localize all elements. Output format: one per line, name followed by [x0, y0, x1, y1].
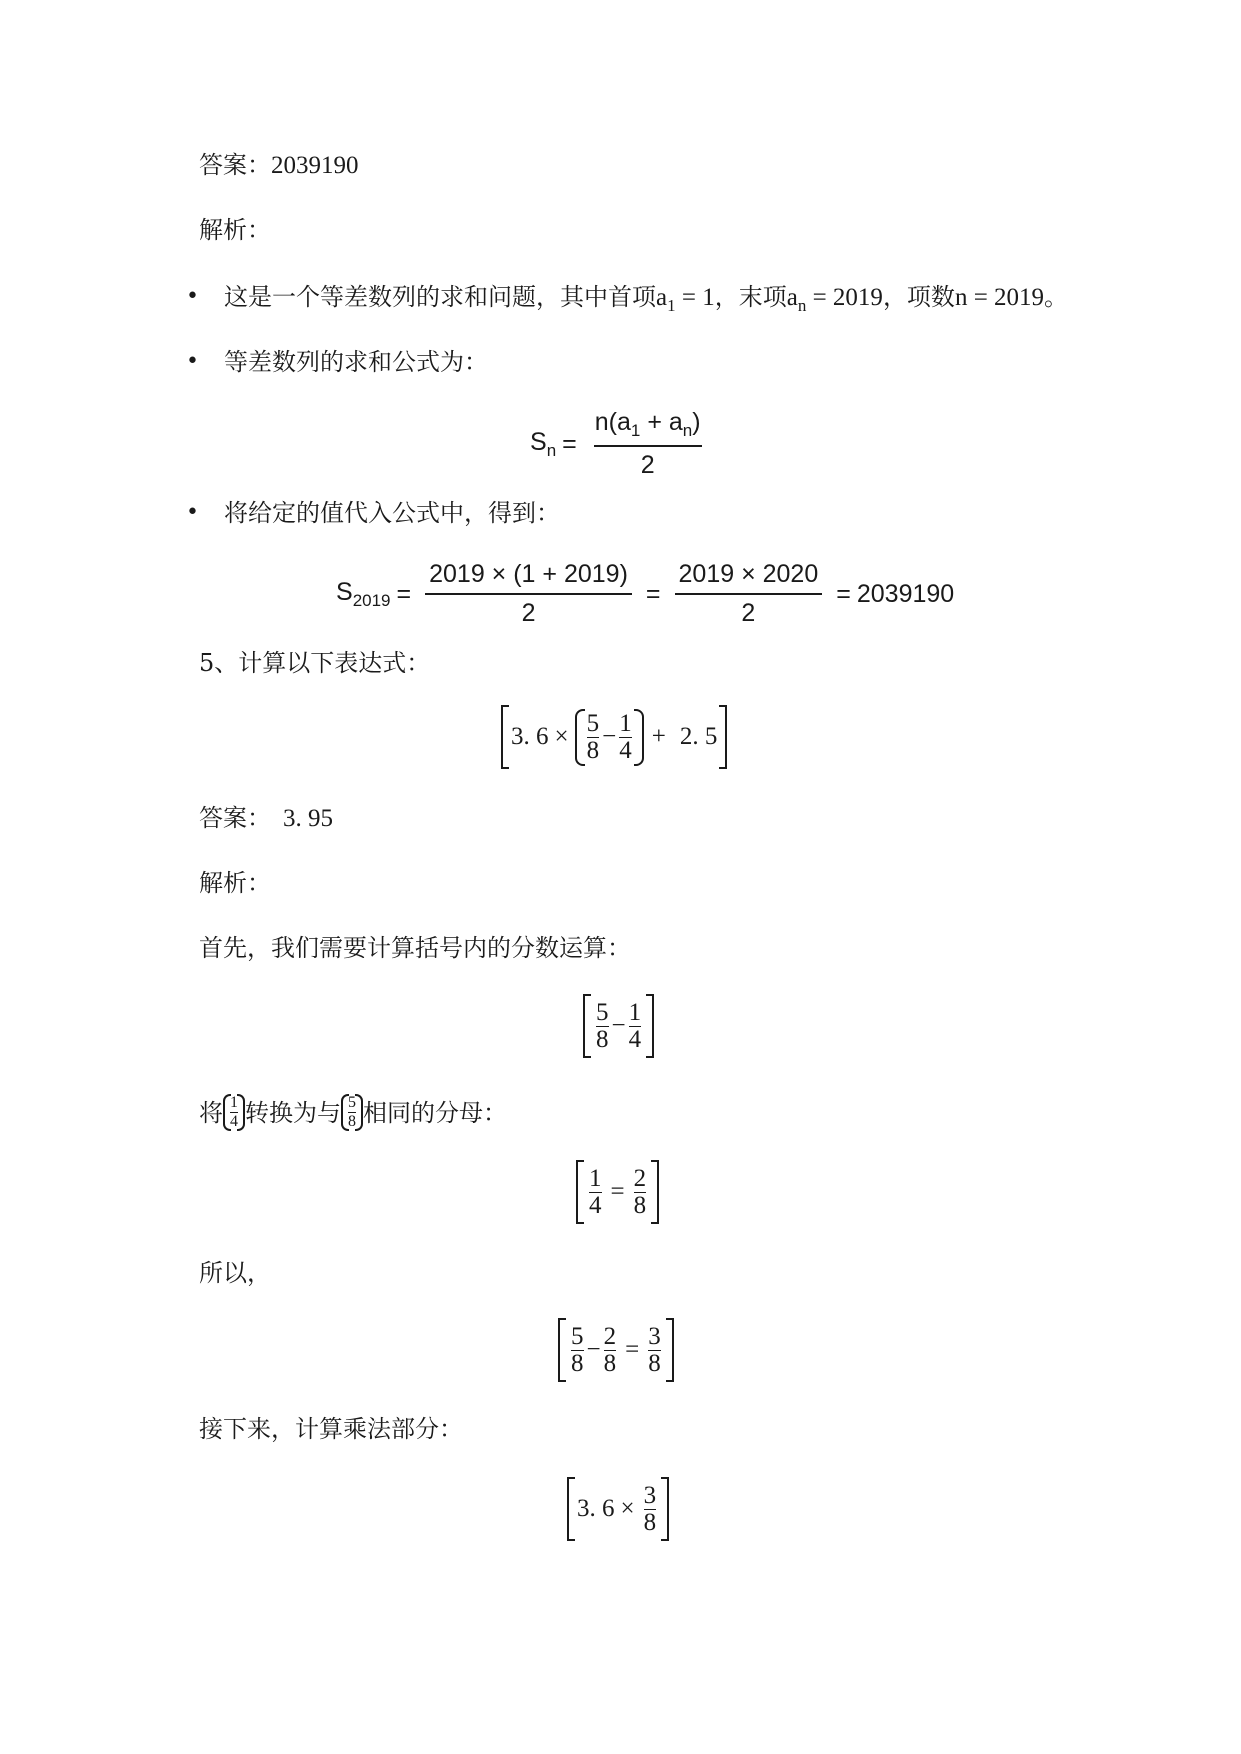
analysis-label: 解析：	[199, 869, 271, 897]
expression-5	[501, 705, 727, 769]
equals-sign: =	[625, 1336, 640, 1363]
equals-sign: =	[645, 579, 661, 608]
operand: 3. 6	[577, 1495, 615, 1522]
analysis-label: 解析：	[199, 216, 271, 244]
first-term: $a_1 = 1$	[656, 284, 715, 315]
fraction-1: $\frac{2019 \times (1 + 2019)}{2}$	[425, 560, 632, 628]
step-expression-3: 5 8 − $\frac{2}{8}$ = $\frac{3}{8}$	[558, 1318, 674, 1382]
answer-value: 3. 95	[283, 805, 333, 832]
inline-fraction: 1 4	[223, 1094, 245, 1131]
inline-fraction: 5 8	[341, 1094, 363, 1131]
bullet-text-3: 将给定的值代入公式中，得到：	[224, 499, 560, 527]
formula-lhs: $S_n$	[530, 427, 557, 460]
square-bracket-group	[501, 705, 727, 769]
answer-label: 答案：	[199, 151, 271, 179]
last-term: $a_n = 2019$	[786, 284, 883, 315]
bullet-icon: •	[186, 284, 199, 309]
answer-line	[199, 150, 359, 181]
times-sign: ×	[620, 1495, 635, 1522]
operand: 2. 5	[679, 723, 718, 750]
bullet-text-1	[224, 282, 1068, 321]
answer-value: 2039190	[271, 152, 359, 179]
paren-group: 5 8 − $\frac{1}{4}$	[575, 711, 644, 764]
minus-sign: −	[611, 1012, 626, 1039]
equals-sign: =	[562, 429, 577, 458]
answer-label: 答案：	[199, 804, 271, 832]
bullet-icon: •	[186, 349, 199, 374]
step-expression-1: 5 8 − $\frac{1}{4}$	[583, 994, 654, 1058]
equals-sign: =	[396, 579, 412, 608]
equals-sign: =	[836, 579, 851, 608]
minus-sign: −	[602, 723, 617, 750]
bullet-icon: •	[186, 500, 199, 525]
step-text-4: 接下来，计算乘法部分：	[199, 1415, 463, 1443]
answer-line	[199, 803, 333, 834]
fraction-2: $\frac{2019 \times 2020}{2}$	[675, 560, 823, 628]
plus-sign: +	[651, 723, 666, 750]
formula-lhs: $S_{2019}$	[336, 577, 391, 610]
step-text-1: 首先，我们需要计算括号内的分数运算：	[199, 934, 631, 962]
step-expression-2: $\frac{1}{4}$ = $\frac{2}{8}$	[576, 1160, 659, 1224]
substituted-formula	[336, 560, 954, 628]
operand: 3. 6	[511, 723, 549, 750]
step-text-2: 将 1 4 转换为与 5 8 相同的分母：	[199, 1094, 507, 1130]
equals-sign: =	[610, 1178, 625, 1205]
sum-formula	[530, 408, 713, 480]
bullet-text-2: 等差数列的求和公式为：	[224, 348, 488, 376]
times-sign: ×	[554, 723, 569, 750]
bullet-text-part: 。	[1044, 283, 1069, 311]
bullet-text-part: ，项数	[882, 283, 955, 311]
bullet-text-part: ，末项	[714, 283, 787, 311]
bullet-text-part: 这是一个等差数列的求和问题，其中首项	[224, 283, 656, 311]
formula-fraction: $\frac{n(a_1 + a_n)}{2}$	[594, 408, 701, 479]
formula-result: 2039190	[856, 579, 955, 608]
question-5: 5、计算以下表达式：	[199, 649, 431, 677]
term-count: n = 2019	[954, 284, 1045, 311]
step-text-3: 所以，	[199, 1259, 271, 1287]
minus-sign: −	[586, 1336, 601, 1363]
step-expression-4: 3. 6 × $\frac{3}{8}$	[567, 1477, 669, 1541]
